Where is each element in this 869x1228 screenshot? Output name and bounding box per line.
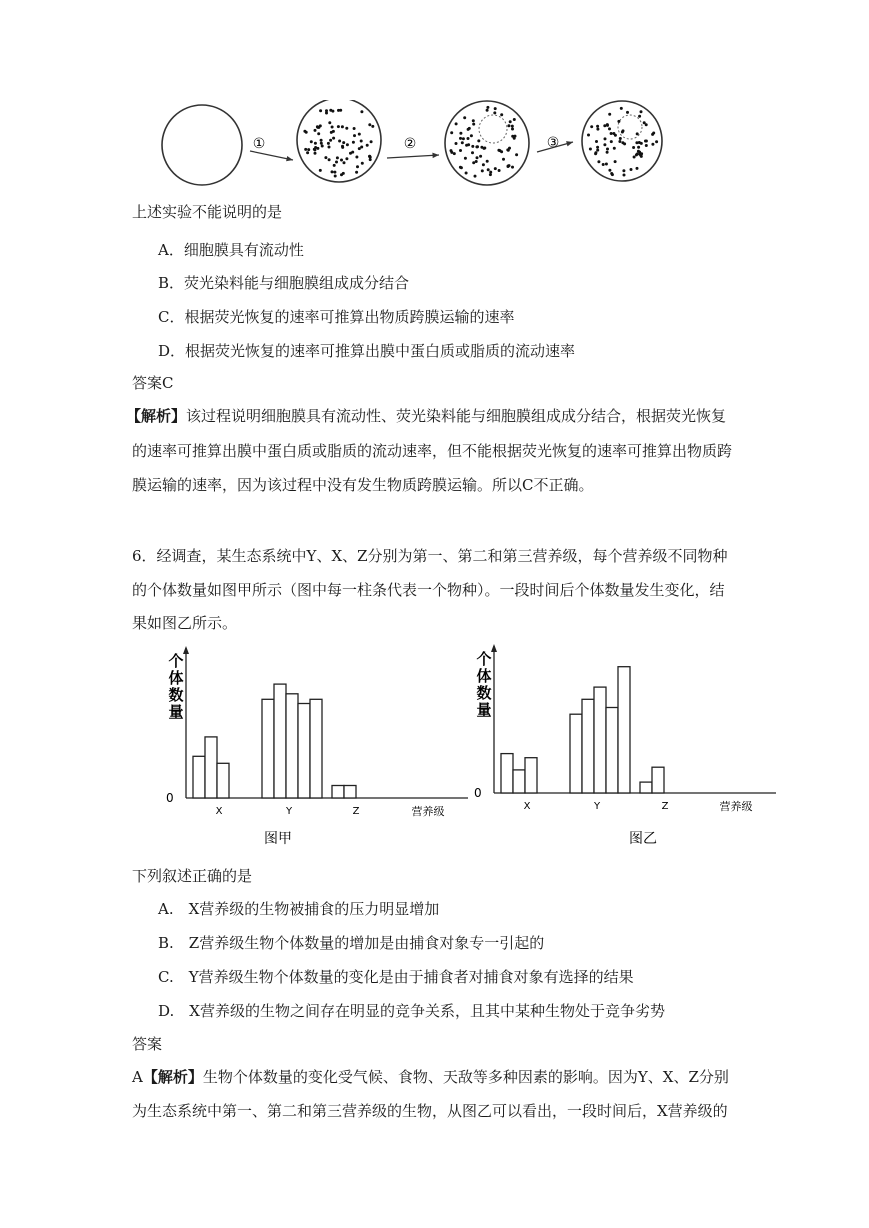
fluorescent-dot bbox=[320, 139, 323, 142]
fluorescent-dot bbox=[481, 169, 484, 172]
q5-option-c: C．根据荧光恢复的速率可推算出物质跨膜运输的速率 bbox=[158, 308, 515, 326]
fluorescent-dot bbox=[343, 161, 346, 164]
fluorescent-dot bbox=[329, 139, 332, 142]
fluorescent-dot bbox=[355, 156, 358, 159]
fluorescent-dot bbox=[596, 146, 599, 149]
chart-yi bbox=[458, 638, 788, 858]
fluorescent-dot bbox=[304, 148, 307, 151]
q5-analysis-line-2: 的速率可推算出膜中蛋白质或脂质的流动速率，但不能根据荧光恢复的速率可推算出物质跨 bbox=[132, 442, 733, 460]
fluorescent-dot bbox=[358, 147, 361, 150]
fluorescent-dot bbox=[636, 132, 639, 135]
fluorescent-dot bbox=[472, 119, 475, 122]
x-tick-y: Y bbox=[285, 806, 293, 817]
fluorescent-dot bbox=[644, 140, 647, 143]
fluorescent-dot bbox=[337, 109, 340, 112]
fluorescent-dot bbox=[465, 144, 468, 147]
step-label-1: ① bbox=[252, 136, 266, 152]
chart-title: 图甲 bbox=[264, 831, 292, 847]
fluorescent-dot bbox=[513, 118, 516, 121]
q6-stem-line-2: 的个体数量如图甲所示（图中每一柱条代表一个物种）。一段时间后个体数量发生变化，结 bbox=[132, 581, 725, 599]
fluorescent-dot bbox=[587, 134, 590, 137]
chart-jia bbox=[150, 640, 470, 860]
fluorescent-dot bbox=[636, 153, 639, 156]
fluorescent-dot bbox=[328, 121, 331, 124]
fluorescent-dot bbox=[368, 123, 371, 126]
x-tick-x: X bbox=[523, 801, 531, 812]
fluorescent-dot bbox=[509, 120, 512, 123]
y-axis-label: 个体数量 bbox=[168, 652, 184, 721]
fluorescent-dot bbox=[463, 116, 466, 119]
cell-initial bbox=[162, 105, 242, 185]
bleached-spot bbox=[479, 115, 507, 143]
fluorescent-dot bbox=[353, 127, 356, 130]
bar-y-2 bbox=[582, 699, 594, 793]
fluorescent-dot bbox=[487, 168, 490, 171]
fluorescent-dot bbox=[335, 161, 338, 164]
fluorescent-dot bbox=[493, 111, 496, 114]
q5-answer: 答案C bbox=[132, 374, 174, 392]
q6-option-a: A. X营养级的生物被捕食的压力明显增加 bbox=[158, 900, 440, 918]
fluorescent-dot bbox=[328, 146, 331, 149]
arrow-head-1 bbox=[286, 156, 293, 161]
fluorescent-dot bbox=[467, 137, 470, 140]
q5-analysis-line-1 bbox=[126, 406, 726, 426]
bar-x-1 bbox=[193, 756, 205, 798]
q6-option-d: D. X营养级的生物之间存在明显的竞争关系，且其中某种生物处于竞争劣势 bbox=[158, 1002, 665, 1020]
fluorescent-dot bbox=[645, 144, 648, 147]
bar-y-5 bbox=[310, 699, 322, 798]
fluorescent-dot bbox=[502, 158, 505, 161]
fluorescent-dot bbox=[331, 170, 334, 173]
fluorescent-dot bbox=[345, 127, 348, 130]
fluorescent-dot bbox=[511, 125, 514, 128]
fluorescent-dot bbox=[341, 145, 344, 148]
fluorescent-dot bbox=[316, 147, 319, 150]
fluorescent-dot bbox=[606, 148, 609, 151]
fluorescent-dot bbox=[366, 144, 369, 147]
fluorescent-dot bbox=[498, 169, 501, 172]
bar-z-1 bbox=[640, 782, 652, 793]
fluorescent-dot bbox=[349, 152, 352, 155]
fluorescent-dot bbox=[507, 165, 510, 168]
fluorescent-dot bbox=[494, 107, 497, 110]
fluorescent-dot bbox=[475, 160, 478, 163]
origin-label: 0 bbox=[474, 786, 482, 800]
bar-z-2 bbox=[652, 767, 664, 793]
y-axis-arrow bbox=[183, 646, 189, 654]
fluorescent-dot bbox=[626, 111, 629, 114]
fluorescent-dot bbox=[455, 122, 458, 125]
fluorescent-dot bbox=[605, 163, 608, 166]
fluorescent-dot bbox=[489, 171, 492, 174]
bar-z-1 bbox=[332, 786, 344, 799]
chart-title: 图乙 bbox=[629, 831, 657, 847]
fluorescent-dot bbox=[370, 140, 373, 143]
fluorescent-dot bbox=[474, 175, 477, 178]
fluorescent-dot bbox=[341, 125, 344, 128]
fluorescent-dot bbox=[314, 152, 317, 155]
bar-y-2 bbox=[274, 684, 286, 798]
fluorescent-dot bbox=[507, 124, 510, 127]
fluorescent-dot bbox=[303, 130, 306, 133]
bleached-spot bbox=[618, 115, 642, 139]
fluorescent-dot bbox=[324, 156, 327, 159]
q6-analysis-tag: 【解析】 bbox=[142, 1068, 203, 1086]
fluorescent-dot bbox=[480, 146, 483, 149]
arrow-2 bbox=[387, 155, 439, 158]
fluorescent-dot bbox=[355, 171, 358, 174]
fluorescent-dot bbox=[608, 113, 611, 116]
fluorescent-dot bbox=[475, 145, 478, 148]
fluorescent-dot bbox=[603, 143, 606, 146]
fluorescent-dot bbox=[327, 142, 330, 145]
fluorescent-dot bbox=[638, 115, 641, 118]
fluorescent-dot bbox=[453, 152, 456, 155]
fluorescent-dot bbox=[482, 163, 485, 166]
fluorescent-dot bbox=[333, 171, 336, 174]
fluorescent-dot bbox=[321, 145, 324, 148]
fluorescent-dot bbox=[637, 146, 640, 149]
fluorescent-dot bbox=[497, 149, 500, 152]
fluorescent-dot bbox=[459, 132, 462, 135]
x-tick-z: Z bbox=[352, 806, 360, 817]
bar-y-4 bbox=[606, 708, 618, 794]
fluorescent-dot bbox=[620, 107, 623, 110]
fluorescent-dot bbox=[619, 137, 622, 140]
q6-stem-line-3: 果如图乙所示。 bbox=[132, 614, 238, 632]
fluorescent-dot bbox=[594, 152, 597, 155]
fluorescent-dot bbox=[479, 155, 482, 158]
fluorescent-dot bbox=[462, 137, 465, 140]
fluorescent-dot bbox=[655, 140, 658, 143]
fluorescent-dot bbox=[459, 149, 462, 152]
fluorescent-dot bbox=[506, 148, 509, 151]
fluorescent-dot bbox=[342, 141, 345, 144]
fluorescent-dot bbox=[623, 142, 626, 145]
fluorescent-dot bbox=[613, 147, 616, 150]
fluorescent-dot bbox=[651, 133, 654, 136]
fluorescent-dot bbox=[623, 174, 626, 177]
fluorescent-dot bbox=[310, 140, 313, 143]
fluorescent-dot bbox=[306, 151, 309, 154]
bar-x-1 bbox=[501, 754, 513, 793]
fluorescent-dot bbox=[622, 169, 625, 172]
bar-z-2 bbox=[344, 786, 356, 799]
fluorescent-dot bbox=[602, 163, 605, 166]
bar-x-2 bbox=[513, 770, 525, 793]
fluorescent-dot bbox=[461, 141, 464, 144]
fluorescent-dot bbox=[470, 134, 473, 137]
fluorescent-dot bbox=[596, 128, 599, 131]
fluorescent-dot bbox=[636, 167, 639, 170]
fluorescent-dot bbox=[330, 131, 333, 134]
fluorescent-dot bbox=[465, 172, 468, 175]
fluorescent-dot bbox=[617, 120, 620, 123]
y-axis-label: 个体数量 bbox=[476, 650, 492, 719]
fluorescent-dot bbox=[596, 149, 599, 152]
fluorescent-dot bbox=[319, 109, 322, 112]
x-tick-y: Y bbox=[593, 801, 601, 812]
fluorescent-dot bbox=[511, 128, 514, 131]
fluorescent-dot bbox=[614, 134, 617, 137]
q5-stem: 上述实验不能说明的是 bbox=[132, 203, 283, 221]
fluorescent-dot bbox=[515, 153, 518, 156]
q5-option-b: B．荧光染料能与细胞膜组成成分结合 bbox=[158, 274, 410, 292]
fluorescent-dot bbox=[606, 123, 609, 126]
fluorescent-dot bbox=[371, 125, 374, 128]
fluorescent-dot bbox=[630, 168, 633, 171]
fluorescent-dot bbox=[332, 137, 335, 140]
bar-y-1 bbox=[262, 699, 274, 798]
fluorescent-dot bbox=[342, 172, 345, 175]
cell-bleached bbox=[445, 101, 529, 185]
fluorescent-dot bbox=[589, 148, 592, 151]
fluorescent-dot bbox=[590, 125, 593, 128]
fluorescent-dot bbox=[468, 127, 471, 130]
fluorescent-dot bbox=[333, 164, 336, 167]
fluorescent-dot bbox=[610, 140, 613, 143]
fluorescent-dot bbox=[471, 145, 474, 148]
fluorescent-dot bbox=[337, 125, 340, 128]
fluorescent-dot bbox=[336, 156, 339, 159]
fluorescent-dot bbox=[608, 127, 611, 130]
x-axis-label: 营养级 bbox=[411, 805, 445, 818]
fluorescent-dot bbox=[486, 109, 489, 112]
fluorescent-dot bbox=[640, 110, 643, 113]
fluorescent-dot bbox=[450, 149, 453, 152]
fluorescent-dot bbox=[314, 129, 317, 132]
fluorescent-dot bbox=[614, 160, 617, 163]
fluorescent-dot bbox=[514, 135, 517, 138]
fluorescent-dot bbox=[476, 156, 479, 159]
fluorescent-dot bbox=[334, 175, 337, 178]
bar-y-5 bbox=[618, 667, 630, 793]
fluorescent-dot bbox=[316, 125, 319, 128]
fluorescent-dot bbox=[651, 143, 654, 146]
fluorescent-dot bbox=[346, 143, 349, 146]
arrow-head-2 bbox=[432, 153, 439, 159]
fluorescent-dot bbox=[450, 131, 453, 134]
fluorescent-dot bbox=[596, 125, 599, 128]
y-axis-arrow bbox=[491, 644, 497, 652]
arrow-1 bbox=[250, 151, 293, 160]
fluorescent-dot bbox=[618, 140, 621, 143]
q6-answer: 答案 bbox=[132, 1035, 163, 1053]
fluorescent-dot bbox=[610, 132, 613, 135]
fluorescent-dot bbox=[361, 162, 364, 165]
fluorescent-dot bbox=[494, 167, 497, 170]
fluorescent-dot bbox=[486, 106, 489, 109]
fluorescent-dot bbox=[500, 113, 503, 116]
fluorescent-dot bbox=[368, 155, 371, 158]
fluorescent-dot bbox=[471, 151, 474, 154]
fluorescent-dot bbox=[455, 142, 458, 145]
step-label-3: ③ bbox=[546, 135, 560, 151]
fluorescent-dot bbox=[325, 109, 328, 112]
fluorescent-dot bbox=[340, 159, 343, 162]
fluorescent-dot bbox=[353, 134, 356, 137]
q6-option-c: C. Y营养级生物个体数量的变化是由于捕食者对捕食对象有选择的结果 bbox=[158, 968, 634, 986]
fluorescent-dot bbox=[331, 110, 334, 113]
fluorescent-dot bbox=[632, 146, 635, 149]
q5-analysis-line-3: 膜运输的速率，因为该过程中没有发生物质跨膜运输。所以C不正确。 bbox=[132, 476, 594, 494]
bar-y-1 bbox=[570, 714, 582, 793]
fluorescent-dot bbox=[595, 140, 598, 143]
q6-analysis-line-2: 为生态系统中第一、第二和第三营养级的生物，从图乙可以看出，一段时间后，X营养级的 bbox=[132, 1102, 728, 1120]
fluorescent-dot bbox=[486, 160, 489, 163]
x-tick-z: Z bbox=[661, 801, 669, 812]
fluorescent-dot bbox=[356, 165, 359, 168]
bar-y-3 bbox=[594, 687, 606, 793]
bar-x-3 bbox=[525, 758, 537, 793]
fluorescent-dot bbox=[369, 158, 372, 161]
fluorescent-dot bbox=[317, 132, 320, 135]
fluorescent-dot bbox=[622, 129, 625, 132]
fluorescent-dot bbox=[608, 169, 611, 172]
fluorescent-dot bbox=[645, 123, 648, 126]
fluorescent-dot bbox=[319, 169, 322, 172]
q6-stem-line-1: 6．经调查，某生态系统中Y、X、Z分别为第一、第二和第三营养级，每个营养级不同物种 bbox=[132, 547, 728, 565]
fluorescent-dot bbox=[597, 160, 600, 163]
q6-analysis-line-1 bbox=[132, 1067, 729, 1087]
fluorescent-dot bbox=[352, 141, 355, 144]
fluorescent-dot bbox=[611, 173, 614, 176]
q6-option-b: B. Z营养级生物个体数量的增加是由捕食对象专一引起的 bbox=[158, 934, 545, 952]
q5-analysis-tag: 【解析】 bbox=[126, 407, 187, 425]
fluorescent-dot bbox=[314, 142, 317, 145]
fluorescent-dot bbox=[511, 166, 514, 169]
fluorescent-dot bbox=[460, 166, 463, 169]
fluorescent-dot bbox=[320, 142, 323, 145]
fluorescent-dot bbox=[472, 123, 475, 126]
fluorescent-dot bbox=[345, 157, 348, 160]
bar-x-2 bbox=[205, 737, 217, 798]
step-label-2: ② bbox=[403, 136, 417, 152]
origin-label: 0 bbox=[166, 791, 174, 805]
bar-x-3 bbox=[217, 763, 229, 798]
fluorescent-dot bbox=[328, 158, 331, 161]
q6-analysis-text: 生物个体数量的变化受气候、食物、天敌等多种因素的影响。因为Y、X、Z分别 bbox=[202, 1068, 729, 1086]
x-tick-x: X bbox=[215, 806, 223, 817]
x-axis-label: 营养级 bbox=[719, 800, 753, 813]
q5-option-a: A．细胞膜具有流动性 bbox=[158, 241, 304, 259]
fluorescent-dot bbox=[464, 157, 467, 160]
fluorescent-dot bbox=[604, 137, 607, 140]
fluorescent-dot bbox=[640, 152, 643, 155]
fluorescent-dot bbox=[358, 133, 361, 136]
q6-stem-2: 下列叙述正确的是 bbox=[132, 867, 253, 885]
frap-figure bbox=[155, 100, 675, 196]
bar-y-3 bbox=[286, 694, 298, 798]
q6-analysis-prefix: A bbox=[132, 1068, 143, 1086]
fluorescent-dot bbox=[635, 141, 638, 144]
bar-y-4 bbox=[298, 704, 310, 799]
fluorescent-dot bbox=[606, 151, 609, 154]
fluorescent-dot bbox=[338, 140, 341, 143]
q5-option-d: D．根据荧光恢复的速率可推算出膜中蛋白质或脂质的流动速率 bbox=[158, 342, 576, 360]
fluorescent-dot bbox=[500, 150, 503, 153]
fluorescent-dot bbox=[477, 139, 480, 142]
cell-recovering bbox=[582, 101, 662, 181]
fluorescent-dot bbox=[307, 148, 310, 151]
fluorescent-dot bbox=[360, 140, 363, 143]
q5-analysis-text: 该过程说明细胞膜具有流动性、荧光染料能与细胞膜组成成分结合，根据荧光恢复 bbox=[186, 407, 727, 425]
fluorescent-dot bbox=[633, 156, 636, 159]
arrow-head-3 bbox=[566, 141, 573, 146]
fluorescent-dot bbox=[459, 137, 462, 140]
fluorescent-dot bbox=[331, 126, 334, 129]
fluorescent-dot bbox=[360, 110, 363, 113]
